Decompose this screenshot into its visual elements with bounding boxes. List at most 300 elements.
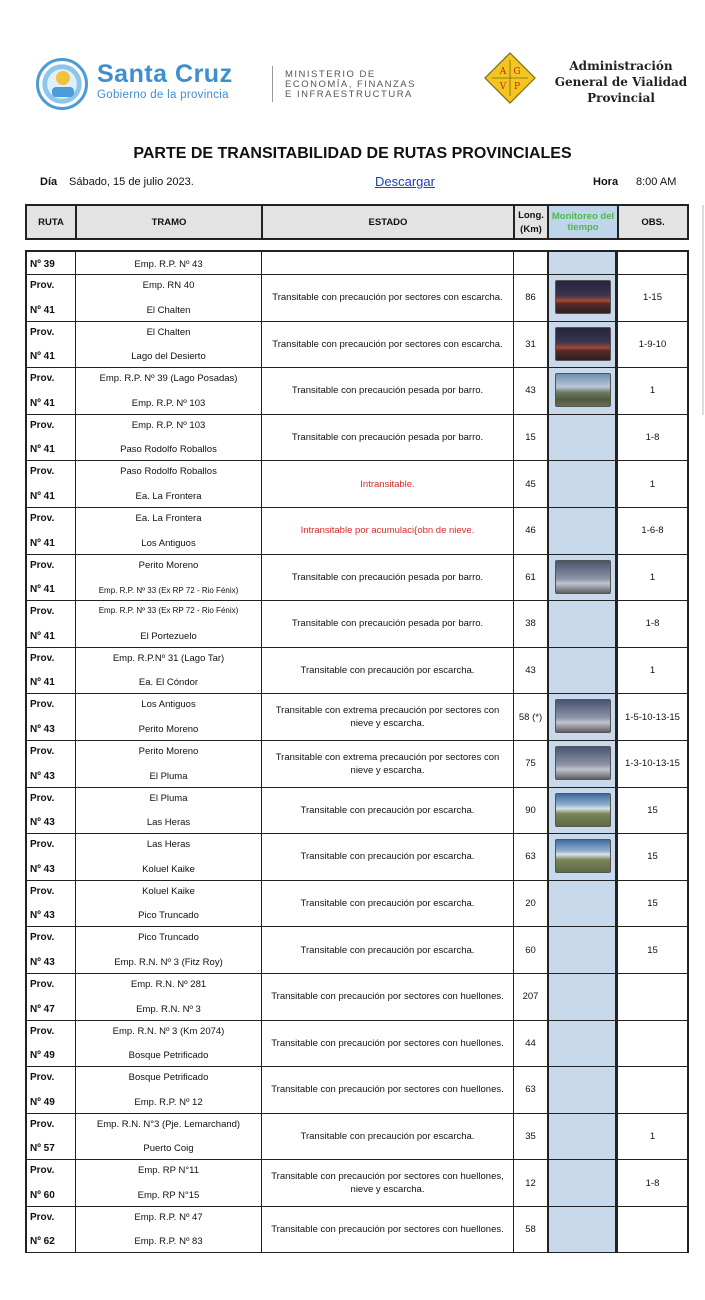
monitoreo-cell [547, 461, 617, 508]
long-value: 63 [525, 1084, 536, 1096]
estado-cell [261, 252, 513, 275]
table-row [25, 601, 689, 648]
tramo-to: Puerto Coig [143, 1143, 194, 1155]
table-row [25, 974, 689, 1021]
estado-cell [261, 368, 513, 415]
tramo-from: Emp. R.P.Nº 31 (Lago Tar) [112, 652, 225, 664]
long-cell [513, 415, 547, 462]
ruta-number: Nº 60 [30, 1189, 55, 1201]
tramo-to: Los Antiguos [141, 537, 196, 549]
long-cell [513, 1021, 547, 1068]
ruta-cell [25, 415, 75, 462]
estado-text: Transitable con precaución pesada por barro. [291, 618, 484, 630]
col-obs: OBS. [617, 204, 689, 240]
ruta-cell [25, 927, 75, 974]
monitoreo-cell [547, 974, 617, 1021]
ruta-number: Nº 43 [30, 770, 55, 782]
tramo-to: Paso Rodolfo Roballos [120, 444, 217, 456]
tramo-from: Emp. R.P. Nº 33 (Ex RP 72 - Rio Fénix) [98, 606, 239, 616]
obs-cell [617, 252, 689, 275]
long-cell [513, 881, 547, 928]
tramo-from: Paso Rodolfo Roballos [120, 466, 217, 478]
tramo-cell [75, 1160, 261, 1207]
ruta-cell [25, 1114, 75, 1161]
tramo-cell [75, 788, 261, 835]
tramo-from: Pico Truncado [138, 932, 199, 944]
long-cell [513, 834, 547, 881]
ruta-number: Nº 49 [30, 1050, 55, 1062]
obs-value: 1-8 [645, 1177, 660, 1189]
dia-value: Sábado, 15 de julio 2023. [69, 176, 194, 188]
ruta-number: Nº 41 [30, 584, 55, 596]
document-header [0, 0, 705, 130]
monitoreo-cell [547, 555, 617, 602]
obs-value [618, 1067, 687, 1113]
table-row [25, 1114, 689, 1161]
webcam-thumbnail[interactable] [555, 839, 611, 873]
gobierno-subtitle: Gobierno de la provincia [97, 89, 229, 101]
table-row [25, 741, 689, 788]
obs-cell [617, 555, 689, 602]
tramo-cell [75, 555, 261, 602]
table-row [25, 788, 689, 835]
estado-text: Transitable con precaución por sectores con huellones. [271, 1224, 504, 1236]
long-cell [513, 741, 547, 788]
table-row [25, 322, 689, 369]
ruta-number: Nº 39 [30, 259, 55, 270]
tramo-to: Emp. R.P. Nº 12 [134, 1096, 203, 1108]
scroll-edge [702, 205, 704, 415]
obs-value [618, 974, 687, 1020]
tramo-cell [75, 415, 261, 462]
tramo-from: Las Heras [146, 839, 191, 851]
estado-cell [261, 415, 513, 462]
ruta-prefix: Prov. [30, 1165, 55, 1177]
obs-cell [617, 788, 689, 835]
estado-text: Transitable con extrema precaución por sectores con nieve y escarcha. [275, 751, 500, 776]
tramo-from: Perito Moreno [138, 745, 199, 757]
ministerio-text: MINISTERIO DE ECONOMÍA, FINANZAS E INFRAESTRUCTURA [285, 69, 416, 100]
tramo-to: Emp. R.P. Nº 33 (Ex RP 72 - Rio Fénix) [98, 586, 239, 596]
monitoreo-cell [547, 415, 617, 462]
obs-cell [617, 974, 689, 1021]
tramo-from: Emp. R.P. Nº 103 [131, 419, 206, 431]
tramo-cell [75, 252, 261, 275]
long-cell [513, 508, 547, 555]
tramo-from: Emp. R.N. N°3 (Pje. Lemarchand) [96, 1118, 241, 1130]
long-cell [513, 927, 547, 974]
col-monitoreo: Monitoreo del tiempo [547, 204, 619, 240]
tramo-from: Ea. La Frontera [135, 512, 202, 524]
ruta-prefix: Prov. [30, 326, 55, 338]
obs-value: 15 [647, 804, 658, 816]
ruta-cell [25, 1021, 75, 1068]
tramo-to: Pico Truncado [138, 910, 199, 922]
tramo-to: Emp. R.N. Nº 3 (Fitz Roy) [114, 956, 223, 968]
table-row [25, 252, 689, 275]
estado-text: Transitable con precaución por escarcha. [300, 944, 475, 956]
long-value: 61 [525, 571, 536, 583]
obs-cell [617, 322, 689, 369]
table-row [25, 1160, 689, 1207]
ruta-prefix: Prov. [30, 419, 55, 431]
tramo-from: Perito Moreno [138, 559, 199, 571]
table-row [25, 508, 689, 555]
estado-text: Transitable con precaución por escarcha. [300, 1130, 475, 1142]
tramo-cell [75, 881, 261, 928]
tramo-from: Bosque Petrificado [128, 1072, 209, 1084]
ruta-prefix: Prov. [30, 373, 55, 385]
webcam-thumbnail[interactable] [555, 793, 611, 827]
obs-value: 1 [649, 1130, 656, 1142]
long-value: 75 [525, 758, 536, 770]
ruta-cell [25, 461, 75, 508]
long-value: 43 [525, 665, 536, 677]
col-tramo: TRAMO [75, 204, 263, 240]
estado-text [262, 252, 513, 274]
tramo-cell [75, 834, 261, 881]
long-cell [513, 1067, 547, 1114]
routes-table [25, 252, 689, 1253]
estado-cell [261, 741, 513, 788]
monitoreo-cell [547, 881, 617, 928]
tramo-to: Lago del Desierto [131, 351, 206, 363]
obs-value: 1 [649, 571, 656, 583]
ruta-number: Nº 41 [30, 397, 55, 409]
tramo-cell [75, 694, 261, 741]
obs-value: 1-5-10-13-15 [625, 711, 680, 723]
long-cell [513, 461, 547, 508]
long-cell [513, 1207, 547, 1254]
ruta-cell [25, 1067, 75, 1114]
ruta-number: Nº 41 [30, 444, 55, 456]
col-long: Long. (Km) [513, 204, 549, 240]
webcam-thumbnail[interactable] [555, 373, 611, 407]
ruta-prefix: Prov. [30, 280, 55, 291]
tramo-cell [75, 275, 261, 322]
tramo-cell [75, 1207, 261, 1254]
ruta-cell [25, 694, 75, 741]
ruta-number: Nº 43 [30, 910, 55, 922]
monitoreo-cell [547, 648, 617, 695]
estado-text: Transitable con precaución por sectores con escarcha. [272, 292, 503, 304]
long-value: 63 [525, 851, 536, 863]
ruta-prefix: Prov. [30, 699, 55, 711]
ruta-cell [25, 834, 75, 881]
webcam-thumbnail[interactable] [555, 327, 611, 361]
ruta-cell [25, 741, 75, 788]
estado-cell [261, 1067, 513, 1114]
long-cell [513, 322, 547, 369]
tramo-cell [75, 927, 261, 974]
ruta-prefix: Prov. [30, 932, 55, 944]
ruta-number: Nº 43 [30, 863, 55, 875]
monitoreo-cell [547, 788, 617, 835]
estado-cell [261, 555, 513, 602]
estado-text: Transitable con precaución por escarcha. [300, 851, 475, 863]
ruta-prefix: Prov. [30, 839, 55, 851]
estado-cell [261, 788, 513, 835]
obs-value: 1-8 [645, 618, 660, 630]
long-value: 45 [525, 478, 536, 490]
monitoreo-cell [547, 368, 617, 415]
estado-text: Transitable con precaución por sectores con escarcha. [272, 338, 503, 350]
tramo-cell [75, 1114, 261, 1161]
table-row [25, 927, 689, 974]
ruta-number: Nº 43 [30, 956, 55, 968]
webcam-thumbnail[interactable] [555, 699, 611, 733]
long-cell [513, 694, 547, 741]
long-value: 86 [525, 292, 536, 304]
ruta-number: Nº 57 [30, 1143, 55, 1155]
webcam-thumbnail[interactable] [555, 746, 611, 780]
ruta-prefix: Prov. [30, 1025, 55, 1037]
ruta-number: Nº 41 [30, 630, 55, 642]
ruta-number: Nº 41 [30, 490, 55, 502]
long-cell [513, 368, 547, 415]
ruta-number: Nº 41 [30, 304, 55, 316]
ruta-cell [25, 974, 75, 1021]
ruta-cell [25, 881, 75, 928]
monitoreo-cell [547, 1067, 617, 1114]
hora-value: 8:00 AM [636, 176, 677, 188]
estado-text: Transitable con precaución pesada por barro. [291, 432, 484, 444]
table-row [25, 648, 689, 695]
estado-cell [261, 694, 513, 741]
ruta-number: Nº 41 [30, 677, 55, 689]
logo-divider [272, 66, 273, 102]
monitoreo-cell [547, 1021, 617, 1068]
estado-cell [261, 275, 513, 322]
webcam-thumbnail[interactable] [555, 560, 611, 594]
tramo-cell [75, 741, 261, 788]
estado-text: Transitable con precaución pesada por barro. [291, 571, 484, 583]
obs-value: 1-8 [645, 432, 660, 444]
ruta-cell [25, 1207, 75, 1254]
estado-cell [261, 508, 513, 555]
estado-text: Intransitable. [360, 478, 415, 490]
long-value: 90 [525, 804, 536, 816]
obs-cell [617, 415, 689, 462]
monitoreo-cell [547, 1114, 617, 1161]
tramo-from: El Chalten [146, 326, 191, 338]
long-cell [513, 648, 547, 695]
estado-text: Transitable con precaución por sectores con huellones. [271, 1037, 504, 1049]
long-value: 31 [525, 338, 536, 350]
estado-cell [261, 927, 513, 974]
ruta-prefix: Prov. [30, 1118, 55, 1130]
obs-cell [617, 508, 689, 555]
obs-value [618, 1207, 687, 1253]
obs-cell [617, 461, 689, 508]
col-estado: ESTADO [261, 204, 515, 240]
long-value: 35 [525, 1130, 536, 1142]
obs-cell [617, 1067, 689, 1114]
tramo-cell [75, 322, 261, 369]
descargar-link[interactable]: Descargar [375, 174, 435, 189]
ruta-cell [25, 648, 75, 695]
table-row [25, 1021, 689, 1068]
estado-cell [261, 1114, 513, 1161]
dia-label: Día [40, 176, 58, 188]
obs-cell [617, 927, 689, 974]
long-value: 58 (*) [518, 711, 543, 723]
table-row [25, 368, 689, 415]
long-value: 12 [525, 1177, 536, 1189]
tramo-from: Koluel Kaike [142, 885, 195, 897]
table-row [25, 275, 689, 322]
ruta-cell [25, 601, 75, 648]
estado-cell [261, 974, 513, 1021]
long-cell [513, 601, 547, 648]
ruta-number: Nº 49 [30, 1096, 55, 1108]
agvp-logo-icon [484, 52, 536, 104]
tramo-to: Ea. La Frontera [135, 490, 202, 502]
obs-value: 15 [647, 944, 658, 956]
webcam-thumbnail[interactable] [555, 280, 611, 314]
tramo-cell [75, 974, 261, 1021]
obs-value: 1-3-10-13-15 [625, 758, 680, 770]
ruta-number: Nº 43 [30, 723, 55, 735]
obs-cell [617, 648, 689, 695]
tramo-from: Emp. R.P. Nº 39 (Lago Posadas) [99, 373, 238, 385]
santa-cruz-emblem-icon [36, 58, 88, 110]
long-value: 43 [525, 385, 536, 397]
ruta-cell [25, 368, 75, 415]
tramo-from: Emp. R.N. Nº 281 [130, 978, 207, 990]
tramo-from: Emp. RP N°11 [138, 1165, 199, 1177]
tramo-cell [75, 601, 261, 648]
long-cell [513, 1160, 547, 1207]
table-row [25, 461, 689, 508]
ruta-prefix: Prov. [30, 606, 55, 618]
tramo-cell [75, 1021, 261, 1068]
estado-cell [261, 1160, 513, 1207]
agvp-letter-g: G [513, 67, 521, 77]
monitoreo-cell [547, 694, 617, 741]
estado-cell [261, 1021, 513, 1068]
hora-label: Hora [593, 176, 619, 188]
table-row [25, 415, 689, 462]
monitoreo-cell [547, 834, 617, 881]
obs-value: 1 [649, 478, 656, 490]
estado-text: Transitable con extrema precaución por sectores con nieve y escarcha. [275, 705, 500, 730]
obs-value [618, 1021, 687, 1067]
table-row [25, 834, 689, 881]
obs-cell [617, 741, 689, 788]
page-title: PARTE DE TRANSITABILIDAD DE RUTAS PROVINCIALES [133, 145, 572, 162]
long-value: 38 [525, 618, 536, 630]
ruta-cell [25, 1160, 75, 1207]
tramo-from: Emp. R.N. Nº 3 (Km 2074) [112, 1025, 225, 1037]
estado-text: Transitable con precaución por sectores con huellones, nieve y escarcha. [271, 1171, 504, 1196]
col-ruta: RUTA [25, 204, 77, 240]
obs-cell [617, 834, 689, 881]
monitoreo-cell [547, 1207, 617, 1254]
obs-value: 15 [647, 851, 658, 863]
estado-cell [261, 1207, 513, 1254]
agvp-name: Administración General de Vialidad Provincial [554, 59, 688, 105]
ruta-cell [25, 788, 75, 835]
monitoreo-cell [547, 508, 617, 555]
long-value: 46 [525, 525, 536, 537]
long-value: 15 [525, 432, 536, 444]
obs-cell [617, 694, 689, 741]
table-header [25, 204, 689, 240]
tramo-from: Los Antiguos [141, 699, 196, 711]
obs-cell [617, 275, 689, 322]
table-row [25, 1067, 689, 1114]
tramo-cell [75, 1067, 261, 1114]
tramo-to: Emp. R.N. Nº 3 [136, 1003, 201, 1015]
table-row [25, 1207, 689, 1254]
estado-text: Transitable con precaución pesada por barro. [291, 385, 484, 397]
long-cell [513, 788, 547, 835]
estado-cell [261, 834, 513, 881]
tramo-to: Emp. RP N°15 [137, 1189, 200, 1201]
tramo-cell [75, 508, 261, 555]
estado-cell [261, 461, 513, 508]
tramo-to: Koluel Kaike [142, 863, 195, 875]
ruta-prefix: Prov. [30, 1211, 55, 1223]
obs-value: 1-15 [642, 292, 662, 304]
estado-cell [261, 648, 513, 695]
ruta-prefix: Prov. [30, 885, 55, 897]
table-row [25, 881, 689, 928]
obs-cell [617, 601, 689, 648]
tramo-to: Emp. R.P. Nº 43 [134, 259, 203, 270]
monitoreo-cell [547, 322, 617, 369]
ruta-number: Nº 41 [30, 351, 55, 363]
long-value: 44 [525, 1037, 536, 1049]
long-cell [513, 252, 547, 275]
tramo-from: Emp. RN 40 [142, 280, 195, 291]
estado-text: Transitable con precaución por sectores con huellones. [271, 991, 504, 1003]
tramo-to: Emp. R.P. Nº 103 [131, 397, 206, 409]
long-value: 20 [525, 898, 536, 910]
ruta-cell [25, 252, 75, 275]
ruta-prefix: Prov. [30, 792, 55, 804]
long-value: 60 [525, 944, 536, 956]
obs-value [618, 252, 687, 274]
obs-value: 1-6-8 [641, 525, 664, 537]
monitoreo-cell [547, 927, 617, 974]
obs-value: 1 [649, 665, 656, 677]
estado-text: Transitable con precaución por escarcha. [300, 804, 475, 816]
estado-cell [261, 601, 513, 648]
ruta-prefix: Prov. [30, 512, 55, 524]
obs-value: 1 [649, 385, 656, 397]
tramo-cell [75, 648, 261, 695]
long-cell [513, 555, 547, 602]
tramo-to: Emp. R.P. Nº 83 [134, 1236, 203, 1248]
obs-value: 15 [647, 898, 658, 910]
obs-value: 1-9-10 [638, 338, 667, 350]
obs-cell [617, 1114, 689, 1161]
agvp-letter-p: P [513, 82, 521, 92]
ruta-prefix: Prov. [30, 559, 55, 571]
ruta-cell [25, 275, 75, 322]
ruta-cell [25, 508, 75, 555]
long-value: 58 [525, 1224, 536, 1236]
tramo-cell [75, 461, 261, 508]
ruta-cell [25, 555, 75, 602]
monitoreo-cell [547, 275, 617, 322]
table-row [25, 555, 689, 602]
long-value: 207 [522, 991, 539, 1003]
obs-cell [617, 1021, 689, 1068]
estado-text: Intransitable por acumulaci{obn de nieve. [300, 525, 475, 537]
